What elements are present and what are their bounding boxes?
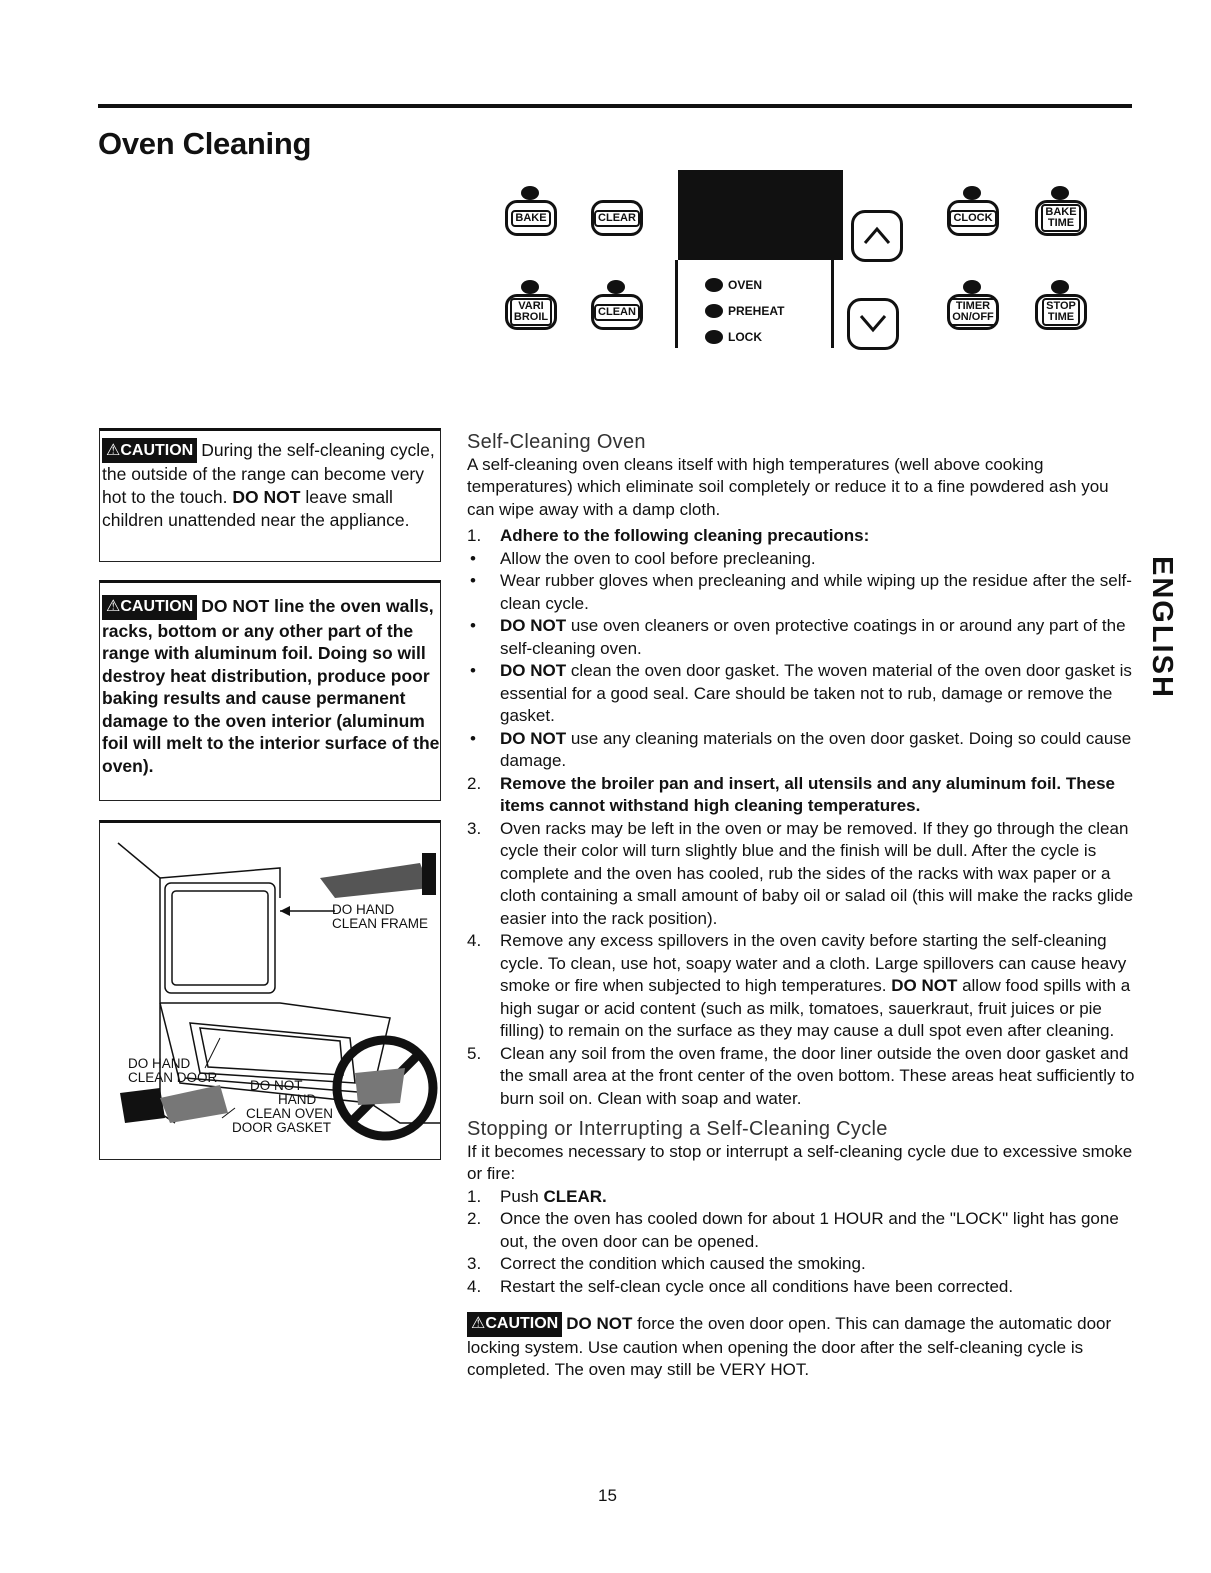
section-title-stopping: Stopping or Interrupting a Self-Cleaning Cycle bbox=[467, 1118, 888, 1140]
indicator-dot bbox=[1051, 280, 1069, 294]
clear-key bbox=[591, 186, 643, 232]
bake-time-key-label: BAKE TIME bbox=[1041, 204, 1080, 232]
display-screen bbox=[678, 170, 843, 260]
label-gasket-b: HAND bbox=[278, 1092, 317, 1107]
self-cleaning-intro: A self-cleaning oven cleans itself with high temperatures (well above cooking temperatures) which eliminate soil completely or reduce it to a fine powdered ash you can wipe away with a damp cloth. bbox=[467, 454, 1109, 519]
precaution-bullet: • DO NOT use oven cleaners or oven protective coatings in or around any part of the self-cleaning oven. bbox=[467, 615, 1137, 660]
down-arrow-key bbox=[847, 298, 899, 350]
vari-broil-key-label: VARI BROIL bbox=[510, 298, 552, 326]
stop-time-key-label: STOP TIME bbox=[1042, 298, 1080, 326]
stop-time-key bbox=[1035, 280, 1087, 326]
timer-key bbox=[947, 280, 999, 326]
bake-key bbox=[505, 186, 557, 232]
up-arrow-key bbox=[851, 210, 903, 262]
caution-box-aluminum-foil bbox=[99, 580, 441, 801]
clean-key-label: CLEAN bbox=[594, 304, 640, 321]
down-arrow-icon bbox=[858, 311, 888, 335]
up-arrow-icon bbox=[862, 223, 892, 247]
page-number: 15 bbox=[598, 1486, 617, 1505]
indicator-dot bbox=[521, 280, 539, 294]
label-gasket-d: DOOR GASKET bbox=[232, 1120, 332, 1135]
control-panel-illustration bbox=[495, 170, 1115, 370]
label-clean-door: DO HAND CLEAN DOOR bbox=[128, 1056, 218, 1085]
vari-broil-key bbox=[505, 280, 557, 326]
step-5: 5. Clean any soil from the oven frame, the door liner outside the oven door gasket and the small area at the front center of the oven bottom. These areas heat sufficiently to burn soil on. Clean with soap and water. bbox=[467, 1043, 1135, 1108]
indicator-dot bbox=[607, 280, 625, 294]
divider bbox=[831, 260, 834, 348]
stop-step-3: 3. Correct the condition which caused the smoking. bbox=[467, 1254, 866, 1273]
lock-indicator: LOCK bbox=[705, 330, 762, 344]
caution-box-hot-surface bbox=[99, 428, 441, 562]
caution-text: DO NOT line the oven walls, racks, bottom or any other part of the range with aluminum foil. Doing so will destroy heat distribution, produce poor baking results and cause permanent damage to the oven interior (aluminum foil will melt to the interior surface of the oven). bbox=[102, 596, 440, 776]
step-3: 3. Oven racks may be left in the oven or may be removed. If they go through the clean cycle their color will turn slightly blue and the finish will be dull. After the cycle is complete and the oven has cooled, rub the sides of the racks with wax paper or a cloth containing a small amount of baby oil or salad oil (this will make the racks glide easier into the rack position). bbox=[467, 818, 1134, 928]
precaution-bullet: • Allow the oven to cool before precleaning. bbox=[467, 548, 1137, 571]
preheat-indicator: PREHEAT bbox=[705, 304, 784, 318]
caution-emphasis: DO NOT bbox=[232, 487, 301, 507]
timer-key-label: TIMER ON/OFF bbox=[948, 298, 998, 326]
stopping-steps bbox=[467, 1186, 1137, 1299]
stop-step-1: 1. Push CLEAR. bbox=[467, 1186, 607, 1206]
oven-indicator: OVEN bbox=[705, 278, 762, 292]
clean-key bbox=[591, 280, 643, 326]
label-gasket-a: DO NOT bbox=[250, 1078, 303, 1093]
caution-text: During the self-cleaning cycle, the outside of the range can become very hot to the touch. bbox=[102, 440, 435, 507]
indicator-dot bbox=[521, 186, 539, 200]
bake-time-key bbox=[1035, 186, 1087, 232]
caution-badge: ⚠CAUTION bbox=[467, 1312, 562, 1337]
indicator-dot bbox=[963, 280, 981, 294]
clock-key-label: CLOCK bbox=[949, 210, 996, 227]
label-clean-frame: DO HAND CLEAN FRAME bbox=[332, 902, 429, 931]
divider bbox=[675, 260, 678, 348]
step-1: 1. Adhere to the following cleaning precautions: bbox=[467, 526, 870, 545]
step-4: 4. Remove any excess spillovers in the oven cavity before starting the self-cleaning cycle. To clean, use hot, soapy water and a cloth. Large spillovers can cause heavy smoke or fire when subjected to high temperatures. DO NOT allow food spills with a high sugar or acid content (such as milk, tomatoes, sauerkraut, fruit juices or pie filling) to remain on the surface as they may cause a dull spot even after cleaning. bbox=[467, 931, 1131, 1040]
precaution-bullet: • DO NOT clean the oven door gasket. The woven material of the oven door gasket is essential for a good seal. Care should be taken not to rub, damage or remove the gasket. bbox=[467, 660, 1137, 728]
clear-key-label: CLEAR bbox=[594, 210, 640, 227]
indicator-dot bbox=[1051, 186, 1069, 200]
caution-text-tail: leave small children unattended near the appliance. bbox=[102, 487, 410, 530]
precaution-bullet: • Wear rubber gloves when precleaning and while wiping up the residue after the self-clean cycle. bbox=[467, 570, 1137, 615]
stopping-intro: If it becomes necessary to stop or interrupt a self-cleaning cycle due to excessive smoke or fire: bbox=[467, 1141, 1133, 1183]
self-cleaning-section bbox=[467, 431, 1137, 1382]
precaution-bullet: • DO NOT use any cleaning materials on the oven door gasket. Doing so could cause damage. bbox=[467, 728, 1137, 773]
stop-step-2: 2. Once the oven has cooled down for about 1 HOUR and the "LOCK" light has gone out, the oven door can be opened. bbox=[467, 1209, 1119, 1251]
language-side-label: ENGLISH bbox=[1146, 556, 1178, 699]
section-title-self-cleaning: Self-Cleaning Oven bbox=[467, 431, 646, 453]
indicator-dot bbox=[963, 186, 981, 200]
header-rule bbox=[98, 104, 1132, 108]
page-title: Oven Cleaning bbox=[98, 126, 312, 161]
caution-badge: ⚠CAUTION bbox=[102, 438, 197, 463]
caution-door-lock: ⚠CAUTION DO NOT force the oven door open. This can damage the automatic door locking system. Use caution when opening the door after the self-cleaning cycle is completed. The oven may still be VERY HOT. bbox=[467, 1314, 1112, 1379]
label-gasket-c: CLEAN OVEN bbox=[246, 1106, 334, 1121]
caution-badge: ⚠CAUTION bbox=[102, 595, 197, 620]
self-cleaning-steps bbox=[467, 773, 1137, 1111]
clock-key bbox=[947, 186, 999, 232]
oven-cleaning-diagram bbox=[99, 820, 441, 1160]
step-2: 2. Remove the broiler pan and insert, all utensils and any aluminum foil. These items cannot withstand high cleaning temperatures. bbox=[467, 773, 1115, 815]
bake-key-label: BAKE bbox=[511, 210, 550, 227]
self-cleaning-steps bbox=[467, 525, 1137, 548]
stop-step-4: 4. Restart the self-clean cycle once all conditions have been corrected. bbox=[467, 1276, 1014, 1296]
